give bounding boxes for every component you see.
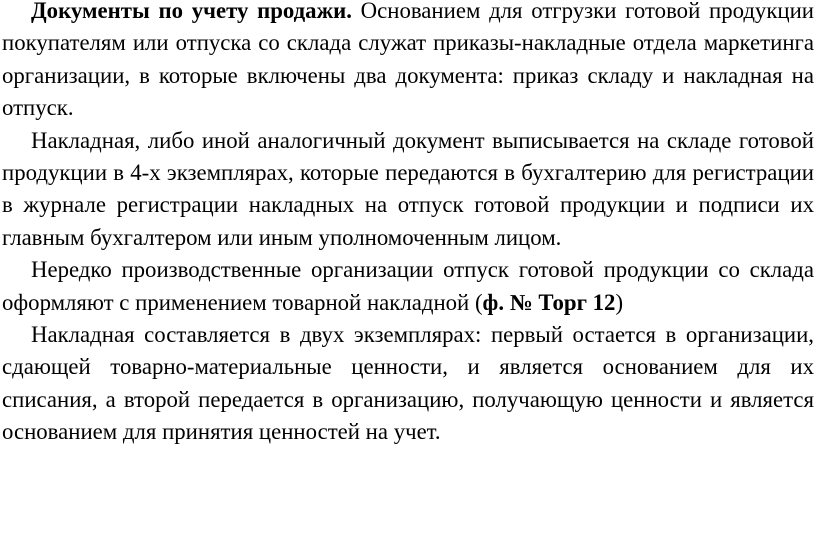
paragraph-invoice-two-copies	[2, 319, 814, 449]
paragraph-commodity-invoice	[2, 254, 814, 319]
paragraph-text: Накладная составляется в двух экземплярах: первый остается в организации, сдающей товарно-материальные ценности, и является основанием для их списания, а второй передается в организацию, получающую ценности и является основанием для принятия ценностей на учет.	[2, 322, 814, 445]
form-reference: ф. № Торг 12	[482, 289, 616, 315]
paragraph-text: Основанием для отгрузки готовой продукции покупателям или отпуска со склада служат приказы-накладные отдела маркетинга организации, в которые включены два документа: приказ складу и накладная на отпуск.	[2, 0, 815, 121]
paragraph-text: Нередко производственные организации отпуск готовой продукции со склада оформляют с применением товарной накладной (	[2, 257, 814, 315]
paragraph-invoice-copies	[2, 125, 814, 255]
paragraph-text: Накладная, либо иной аналогичный документ выписывается на складе готовой продукции в 4-х экземплярах, которые передаются в бухгалтерию для регистрации в журнале регистрации накладных на отпуск готовой продукции и подписи их главным бухгалтером или иным уполномоченным лицом.	[2, 127, 814, 250]
paragraph-heading: Документы по учету продажи.	[31, 0, 352, 23]
paragraph-sales-documents	[2, 0, 814, 125]
paragraph-text-end: )	[615, 289, 624, 315]
